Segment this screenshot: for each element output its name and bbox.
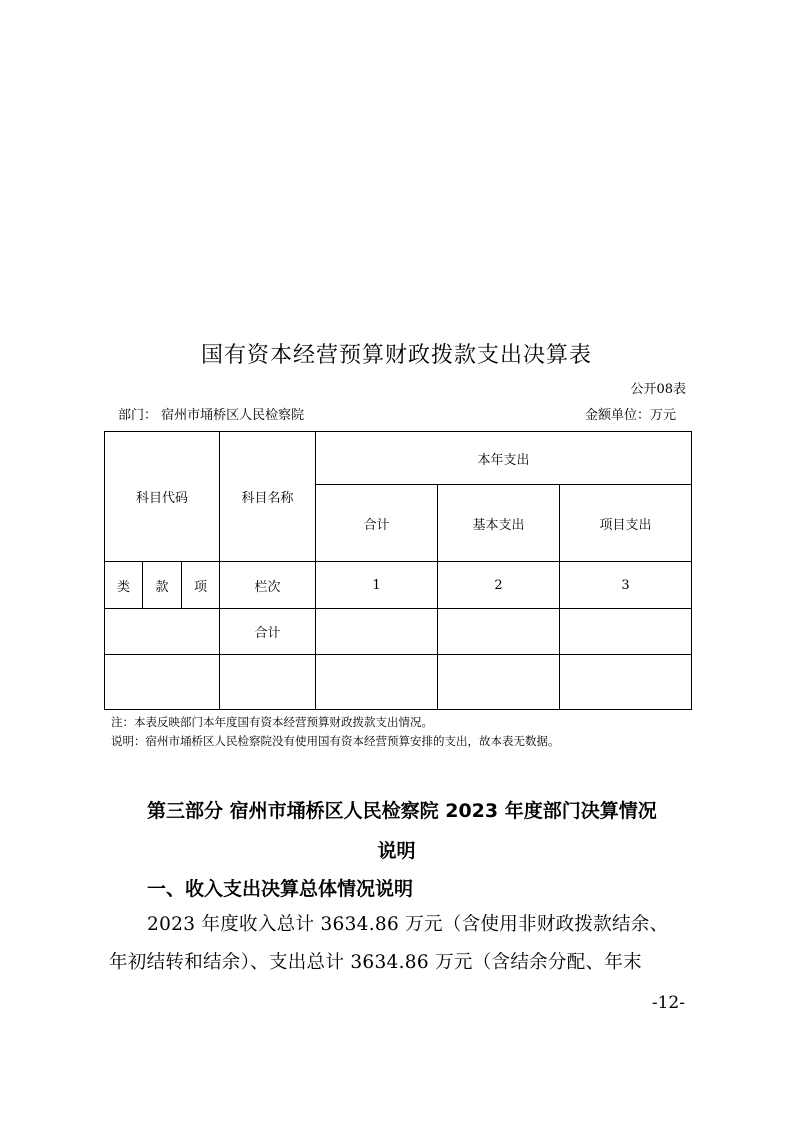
row-index-label: 栏次 <box>220 562 316 609</box>
empty-cell <box>105 655 220 710</box>
empty-cell <box>316 655 438 710</box>
header-current-year-expenditure: 本年支出 <box>316 432 692 485</box>
empty-cell <box>560 609 692 655</box>
body-paragraph-line: 2023 年度收入总计 3634.86 万元（含使用非财政拨款结余、 <box>147 914 669 935</box>
amount-unit-label: 金额单位：万元 <box>584 408 676 423</box>
column-index-1: 1 <box>316 562 438 609</box>
table-note: 注：本表反映部门本年度国有资本经营预算财政拨款支出情况。 <box>111 715 433 729</box>
table-row <box>105 609 692 655</box>
subheader-category: 类 <box>105 562 143 609</box>
header-subject-code: 科目代码 <box>105 432 220 562</box>
section-heading: 第三部分 宿州市埇桥区人民检察院 2023 年度部门决算情况 <box>147 800 657 822</box>
column-index-2: 2 <box>438 562 560 609</box>
table-row <box>105 655 692 710</box>
body-paragraph-line: 年初结转和结余）、支出总计 3634.86 万元（含结余分配、年末 <box>109 952 642 973</box>
header-project-expenditure: 项目支出 <box>560 485 692 562</box>
empty-cell <box>560 655 692 710</box>
empty-cell <box>316 609 438 655</box>
table-explanation: 说明：宿州市埇桥区人民检察院没有使用国有资本经营预算安排的支出，故本表无数据。 <box>111 734 560 748</box>
budget-table <box>104 431 692 710</box>
department-label: 部门： 宿州市埇桥区人民检察院 <box>118 408 305 423</box>
form-number: 公开08表 <box>630 382 686 397</box>
empty-cell <box>220 655 316 710</box>
empty-cell <box>105 609 220 655</box>
subheader-item: 项 <box>182 562 220 609</box>
table-row <box>105 562 692 609</box>
subsection-heading: 一、收入支出决算总体情况说明 <box>147 878 414 900</box>
header-total: 合计 <box>316 485 438 562</box>
row-total-label: 合计 <box>220 609 316 655</box>
header-subject-name: 科目名称 <box>220 432 316 562</box>
page-number: -12- <box>651 993 685 1013</box>
column-index-3: 3 <box>560 562 692 609</box>
table-title: 国有资本经营预算财政拨款支出决算表 <box>200 343 592 368</box>
empty-cell <box>438 609 560 655</box>
empty-cell <box>438 655 560 710</box>
section-heading-continued: 说明 <box>377 840 416 862</box>
header-basic-expenditure: 基本支出 <box>438 485 560 562</box>
subheader-section: 款 <box>143 562 182 609</box>
